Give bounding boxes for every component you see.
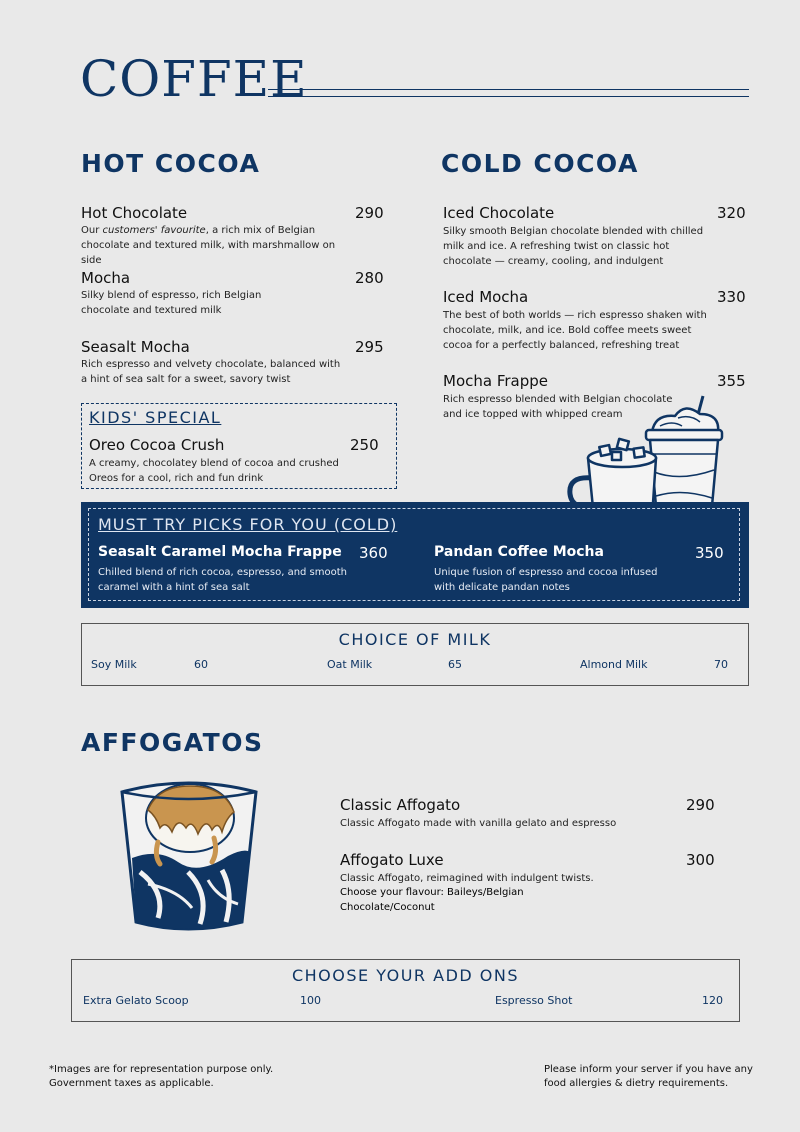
- milk-option-name: Oat Milk: [327, 658, 373, 671]
- menu-item-name: Classic Affogato: [340, 796, 461, 814]
- menu-item-price: 355: [717, 372, 746, 390]
- menu-item-name: Iced Chocolate: [443, 204, 555, 222]
- affogato-glass-icon: [118, 772, 260, 934]
- addon-price: 100: [300, 994, 321, 1007]
- cold-cocoa-heading: COLD COCOA: [441, 149, 639, 178]
- menu-item-description: Chilled blend of rich cocoa, espresso, and smooth caramel with a hint of sea salt: [98, 567, 348, 593]
- menu-item-price: 350: [695, 544, 724, 562]
- menu-item-price: 280: [355, 269, 384, 287]
- addon-name: Extra Gelato Scoop: [83, 994, 189, 1007]
- must-try-title: MUST TRY PICKS FOR YOU (COLD): [98, 515, 398, 534]
- menu-item-description: Silky smooth Belgian chocolate blended with chilled milk and ice. A refreshing twist on classic hot chocolate — creamy, cooling, and indulgent: [443, 226, 704, 267]
- addon-name: Espresso Shot: [495, 994, 573, 1007]
- kids-special-title: KIDS' SPECIAL: [89, 408, 222, 427]
- menu-item-name: Oreo Cocoa Crush: [89, 436, 225, 454]
- menu-item-price: 360: [359, 544, 388, 562]
- menu-item-name: Hot Chocolate: [81, 204, 188, 222]
- menu-item-description: Unique fusion of espresso and cocoa infused with delicate pandan notes: [434, 567, 658, 593]
- menu-item-name: Iced Mocha: [443, 288, 529, 306]
- menu-item-description: Our customers' favourite, a rich mix of Belgian chocolate and textured milk, with marshmallow on side: [81, 225, 336, 266]
- milk-option-name: Soy Milk: [91, 658, 137, 671]
- menu-item-price: 295: [355, 338, 384, 356]
- addons-title: CHOOSE YOUR ADD ONS: [291, 966, 520, 985]
- menu-item-description: Rich espresso blended with Belgian chocolate and ice topped with whipped cream: [443, 394, 673, 420]
- menu-item-name: Affogato Luxe: [340, 851, 444, 869]
- menu-item-name: Seasalt Caramel Mocha Frappe: [98, 544, 342, 560]
- milk-option-price: 70: [714, 658, 728, 671]
- menu-item-description: Rich espresso and velvety chocolate, balanced with a hint of sea salt for a sweet, savory twist: [81, 359, 341, 385]
- menu-item-price: 300: [686, 851, 715, 869]
- menu-item-name: Mocha: [81, 269, 131, 287]
- menu-item-name: Mocha Frappe: [443, 372, 548, 390]
- milk-options-title: CHOICE OF MILK: [338, 630, 492, 649]
- menu-item-price: 290: [686, 796, 715, 814]
- menu-item-price: 250: [350, 436, 379, 454]
- menu-item-description: Classic Affogato, reimagined with indulgent twists.: [340, 873, 594, 884]
- menu-item-description: The best of both worlds — rich espresso shaken with chocolate, milk, and ice. Bold coffee meets sweet cocoa for a perfectly balanced, refreshing treat: [443, 310, 707, 351]
- menu-item-price: 320: [717, 204, 746, 222]
- flavour-note: Choose your flavour: Baileys/Belgian Chocolate/Coconut: [340, 887, 524, 913]
- menu-item-description: A creamy, chocolatey blend of cocoa and crushed Oreos for a cool, rich and fun drink: [89, 458, 339, 484]
- menu-item-name: Seasalt Mocha: [81, 338, 190, 356]
- footer-disclaimer: *Images are for representation purpose only. Government taxes as applicable.: [49, 1064, 274, 1089]
- title-divider: [268, 89, 749, 90]
- milk-option-price: 65: [448, 658, 462, 671]
- affogatos-heading: AFFOGATOS: [81, 728, 264, 757]
- menu-item-price: 290: [355, 204, 384, 222]
- footer-allergy-note: Please inform your server if you have any food allergies & dietry requirements.: [544, 1064, 753, 1089]
- menu-item-name: Pandan Coffee Mocha: [434, 544, 604, 560]
- menu-item-price: 330: [717, 288, 746, 306]
- menu-item-description: Classic Affogato made with vanilla gelato and espresso: [340, 818, 617, 829]
- addon-price: 120: [702, 994, 723, 1007]
- page-title: COFFEE: [80, 50, 308, 108]
- hot-cocoa-heading: HOT COCOA: [81, 149, 261, 178]
- menu-item-description: Silky blend of espresso, rich Belgian chocolate and textured milk: [81, 290, 262, 316]
- milk-option-name: Almond Milk: [580, 658, 648, 671]
- title-divider: [268, 96, 749, 97]
- milk-option-price: 60: [194, 658, 208, 671]
